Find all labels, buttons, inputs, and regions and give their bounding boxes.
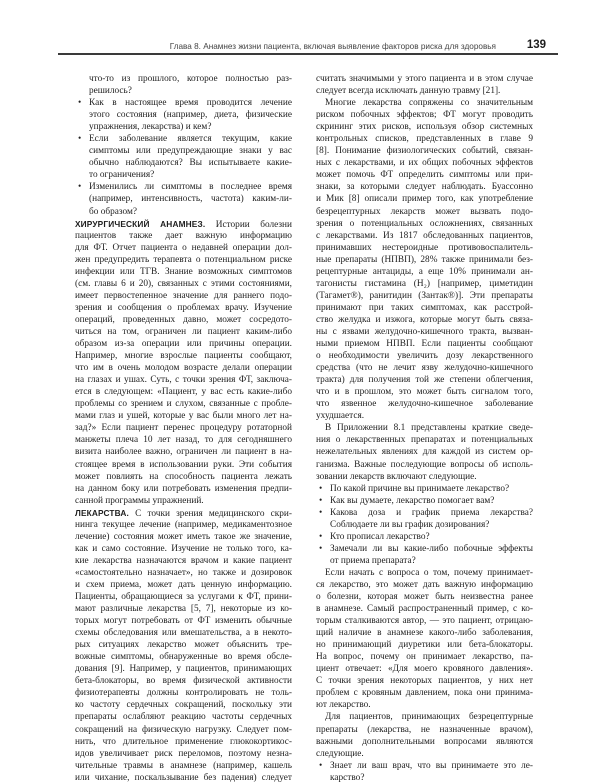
line-text: схемы обследования или вмешательства, а в некото-	[75, 628, 292, 639]
line-text: с лекарствами. Из 1817 обследованных пациентов,	[316, 230, 533, 241]
body-text-line	[75, 639, 292, 651]
line-text: На вопрос, почему он принимает лекарство, па-	[316, 652, 533, 663]
body-text-line	[75, 278, 292, 290]
body-text-line	[316, 169, 533, 181]
body-text-line	[75, 627, 292, 639]
line-text: считать значимыми у этого пациента и в этом случае	[316, 74, 533, 84]
line-text: Многие лекарства сопряжены со значительным	[325, 98, 533, 109]
line-text: риском побочных эффектов; ФТ могут проводить	[316, 110, 533, 121]
line-text: Если начать с вопроса о том, почему принимает-	[325, 567, 533, 578]
line-text: Пациенты, обращающиеся за услугами к ФТ, прини-	[75, 592, 292, 603]
line-text: пациентов также дает важную информацию	[75, 230, 292, 241]
body-text-line	[75, 651, 292, 663]
line-text: операций, проведенных давно, может сосредото-	[75, 314, 292, 325]
body-text-line	[75, 591, 292, 603]
line-text: Как вы думаете, лекарство помогает вам?	[330, 495, 495, 506]
body-text-line	[316, 591, 533, 603]
line-text: зрения и сообщения о проблемах врачу. Изучение	[75, 302, 292, 313]
left-column	[75, 73, 292, 784]
line-text: кие лекарства назначаются врачом и какие пациент	[75, 555, 292, 566]
body-text-line	[75, 724, 292, 736]
body-text-line	[316, 193, 533, 205]
line-text: знаки, за которыми следует наблюдать. Буассонно	[316, 182, 533, 193]
body-text-line	[316, 651, 533, 663]
body-text-line	[75, 290, 292, 302]
body-text-line	[316, 206, 533, 218]
bullet-text-line	[75, 181, 292, 193]
body-text-line	[316, 748, 533, 760]
body-text-line	[316, 218, 533, 230]
line-text: Соблюдаете ли вы график дозирования?	[330, 519, 490, 530]
body-text-line	[75, 386, 292, 398]
bullet-text-line	[75, 97, 292, 109]
body-text-line	[316, 157, 533, 169]
running-header-title: Глава 8. Анамнез жизни пациента, включая выявление факторов риска для здоровья	[169, 42, 496, 51]
body-text-line	[75, 459, 292, 471]
line-text: чительные травмы в анамнезе (например, кашель	[75, 760, 292, 771]
line-text: ния о лекарственных препаратах и потенциальных	[316, 435, 533, 446]
body-text-line	[75, 772, 292, 784]
line-text: дования [9]. Например, у пациентов, принимающих	[75, 664, 292, 675]
body-text-line	[75, 507, 292, 519]
line-text: Истории болезни	[215, 219, 292, 230]
line-text: что и в прошлом, это может быть сигналом того,	[316, 387, 533, 398]
line-text: средства (что не лечит язву желудочно-кишечного	[316, 363, 533, 374]
body-text-line	[75, 338, 292, 350]
line-text: карство?	[330, 772, 365, 783]
line-text: обычно наблюдаются? Вы испытываете какие-	[89, 158, 292, 169]
line-text: циент отвечает: «Для моего кровяного давления».	[316, 664, 533, 675]
line-text: зад?» Если пациент перенес процедуру ротаторной	[75, 423, 292, 434]
body-text-line	[75, 314, 292, 326]
bullet-text-line	[75, 157, 292, 169]
bullet-text-line	[316, 495, 533, 507]
body-text-line	[75, 519, 292, 531]
bullet-text-line	[75, 121, 292, 133]
line-text: контрольных списков, представленных в главе 9	[316, 134, 533, 145]
bullet-text-line	[75, 133, 292, 145]
body-text-line	[75, 736, 292, 748]
body-text-line	[316, 109, 533, 121]
section-run-in-heading: ЛЕКАРСТВА.	[75, 507, 129, 518]
line-text: ными приемом НПВП. Если пациенты сообщают	[316, 339, 533, 350]
bullet-icon: •	[78, 98, 82, 109]
line-text: Изменились ли симптомы в последнее время	[89, 182, 292, 193]
body-text-line	[316, 338, 533, 350]
bullet-icon: •	[78, 182, 82, 193]
body-text-line	[316, 579, 533, 591]
bullet-text-line	[75, 145, 292, 157]
line-text: как и само состояние. Изучение не только того, ка-	[75, 543, 292, 554]
body-text-line	[75, 422, 292, 434]
bullet-text-line	[75, 73, 292, 85]
line-text: манжеты плеча 10 лет назад, то для сегодняшнего	[75, 435, 292, 446]
body-text-line	[75, 266, 292, 278]
body-text-line	[75, 350, 292, 362]
line-text: следующие.	[316, 748, 364, 759]
line-text: вожные симптомы, обнаруженные во время обсле-	[75, 652, 292, 663]
line-text: нинга текущее лечение (например, медикаментозное	[75, 519, 292, 530]
line-text: нежелательных явлениях для каждой из систем ор-	[316, 447, 533, 458]
line-text: проблем с кровяным давлением, пока они принима-	[316, 688, 533, 699]
bullet-icon: •	[78, 134, 82, 145]
body-text-line	[75, 446, 292, 458]
bullet-icon: •	[319, 483, 323, 494]
line-text: Например, многие взрослые пациенты сообщают,	[75, 351, 292, 362]
line-text: лечение) состояния может иметь такое же значение,	[75, 531, 292, 542]
line-text: для ФТ. Отчет пациента о недавней операции дол-	[75, 242, 292, 253]
body-text-line	[75, 760, 292, 772]
line-text: ство желудка и изжога, которые могут быть связа-	[316, 314, 533, 325]
body-text-line	[316, 675, 533, 687]
bullet-text-line	[316, 519, 533, 531]
body-text-line	[316, 627, 533, 639]
body-text-line	[75, 748, 292, 760]
line-text: Если заболевание является текущим, какие	[89, 134, 292, 145]
line-text: мами глаз и ушей, которые у вас были много лет на-	[75, 411, 292, 422]
line-text: ся лекарство, это может дать важную информацию	[316, 579, 533, 590]
bullet-text-line	[75, 206, 292, 218]
bullet-text-line	[75, 85, 292, 97]
body-text-line	[316, 254, 533, 266]
line-text: Для пациентов, принимающих безрецептурные	[325, 712, 533, 723]
body-text-line	[75, 362, 292, 374]
line-text: мают различные лекарства [5, 7], некоторые из ко-	[75, 604, 292, 615]
line-text: может повлиять на способность пациента лежать	[75, 471, 292, 482]
line-text: и схем приема, может дать ценную информацию.	[75, 579, 292, 590]
line-text: проблемы со зрением и слухом, связанные с пробле-	[75, 399, 292, 410]
body-text-line	[316, 314, 533, 326]
bullet-text-line	[316, 543, 533, 555]
line-text: нить, что длительное применение глюкокортикос-	[75, 736, 292, 747]
line-text: ны с язвами желудочно-кишечного тракта, вызван-	[316, 326, 533, 337]
line-text: важными дополнительными вопросами являются	[316, 736, 533, 747]
bullet-text-line	[75, 193, 292, 205]
line-text: принимают при таких симптомах, как расстрой-	[316, 302, 533, 313]
line-text: рецептурные антациды, а еще 10% принимали ан-	[316, 266, 533, 277]
line-text: зовании лекарств включают следующие.	[316, 471, 477, 482]
bullet-icon: •	[319, 507, 323, 518]
bullet-icon: •	[319, 543, 323, 554]
bullet-text-line	[316, 531, 533, 543]
body-text-line	[316, 699, 533, 711]
line-text: Замечали ли вы какие-либо побочные эффекты	[330, 543, 533, 554]
body-text-line	[75, 711, 292, 723]
line-text: визита наиболее важно, ограничен ли пациент в на-	[75, 447, 292, 458]
line-text: что язвенное желудочно-кишечное заболевание	[316, 399, 533, 410]
line-text: По какой причине вы принимаете лекарство?	[330, 483, 510, 494]
line-text: в анамнезе. Самый распространенный пример, с ко-	[316, 604, 533, 615]
line-text: стоящее время в использовании руки. Эти события	[75, 459, 292, 470]
line-text: скрининг этих рисков, используя обзор системных	[316, 122, 533, 133]
line-text: инфекции или ТГВ. Знание возможных симптомов	[75, 266, 292, 277]
body-text-line	[75, 615, 292, 627]
body-text-line	[75, 531, 292, 543]
body-text-line	[316, 121, 533, 133]
body-text-line	[316, 374, 533, 386]
body-text-line	[75, 543, 292, 555]
body-text-line	[75, 398, 292, 410]
body-text-line	[75, 471, 292, 483]
line-text: торых могут потребовать от ФТ изменить обычные	[75, 616, 292, 627]
line-text: ухудшается.	[316, 411, 365, 422]
page-number: 139	[526, 39, 546, 51]
body-text-line	[75, 687, 292, 699]
body-text-line	[316, 350, 533, 362]
line-text: (см. главы 6 и 20), связанных с этими состояниями,	[75, 278, 292, 289]
body-text-line	[75, 495, 292, 507]
bullet-text-line	[75, 169, 292, 181]
line-text: то ограничения?	[89, 170, 155, 181]
line-text: С точки зрения некоторых пациентов, у них нет	[316, 676, 533, 687]
line-text: С точки зрения медицинского скри-	[135, 508, 292, 519]
line-text: принимавших нестероидные противовоспалитель-	[316, 242, 533, 253]
body-text-line	[316, 736, 533, 748]
line-text: безрецептурных лекарств может вызвать подо-	[316, 206, 533, 217]
line-text: может помочь ФТ определить симптомы или при-	[316, 170, 533, 181]
line-text: Как в настоящее время проводится лечение	[89, 98, 292, 109]
body-text-line	[316, 181, 533, 193]
line-text: что им в очень молодом возрасте делали операции	[75, 363, 292, 374]
bullet-text-line	[316, 760, 533, 772]
line-text: о болезни, которая может быть неизвестна ранее	[316, 592, 533, 603]
body-text-line	[75, 434, 292, 446]
line-text: рых ситуациях лекарство может объяснить тре-	[75, 640, 292, 651]
body-text-line	[75, 663, 292, 675]
line-text: ганизма. Важные последующие вопросы об исполь-	[316, 459, 533, 470]
line-text: торым сталкиваются автор, — это пациент, отрицаю-	[316, 616, 533, 627]
line-text: образом из-за операции или причины операции.	[75, 339, 292, 350]
body-text-line	[316, 639, 533, 651]
body-text-line	[316, 85, 533, 97]
body-text-line	[316, 567, 533, 579]
line-text: следует всегда исключать данную травму [21].	[316, 86, 501, 97]
body-text-line	[316, 446, 533, 458]
body-text-line	[316, 711, 533, 723]
body-text-line	[316, 687, 533, 699]
body-text-line	[316, 145, 533, 157]
line-text: ко частоту сердечных сокращений, поскольку эти	[75, 700, 292, 711]
body-text-line	[316, 422, 533, 434]
body-text-line	[75, 242, 292, 254]
bullet-text-line	[316, 507, 533, 519]
body-text-line	[75, 699, 292, 711]
line-text: читься на том, ограничен ли пациент каким-либо	[75, 326, 292, 337]
body-text-line	[316, 97, 533, 109]
line-text: щий наличие в анамнезе какого-либо заболевания,	[316, 628, 533, 639]
body-text-line	[75, 567, 292, 579]
line-text: препараты ослабляют реакцию частоты сердечных	[75, 712, 292, 723]
body-text-line	[316, 230, 533, 242]
body-text-line	[75, 675, 292, 687]
body-text-line	[316, 326, 533, 338]
line-text: (например, интенсивность, частота) каким-ли-	[89, 194, 292, 205]
line-text: тракта) для получения той же степени облегчения,	[316, 375, 533, 386]
line-text: бо образом?	[89, 206, 137, 217]
line-text: ется в следующем: «Пациент, у вас есть какие-либо	[75, 387, 292, 398]
line-text: ные препараты (НПВП), 28% также принимали без-	[316, 254, 533, 265]
bullet-icon: •	[319, 495, 323, 506]
body-text-line	[316, 242, 533, 254]
body-text-line	[316, 290, 533, 302]
line-text: жен предупредить терапевта о потенциальном риске	[75, 254, 292, 265]
body-text-line	[75, 579, 292, 591]
body-text-line	[75, 326, 292, 338]
bullet-text-line	[316, 555, 533, 567]
line-text: (Тагамет®), ранитидин (Зантак®)]. Эти препараты	[316, 290, 533, 301]
line-text: идов увеличивает риск переломов, поэтому незна-	[75, 748, 292, 759]
body-text-line	[316, 133, 533, 145]
line-text: или чихание, поскальзывание без падения) следует	[75, 772, 292, 783]
header-rule	[58, 53, 558, 55]
line-text: препараты (лекарства, не назначенные врачом),	[316, 724, 533, 735]
body-text-line	[75, 374, 292, 386]
line-text: физиотерапевты должны контролировать не толь-	[75, 688, 292, 699]
line-text: и Мик [8] описали пример того, как употребление	[316, 194, 533, 205]
body-text-line	[316, 459, 533, 471]
line-text: Знает ли ваш врач, что вы принимаете это ле-	[330, 760, 533, 771]
body-text-line	[75, 483, 292, 495]
bullet-icon: •	[319, 531, 323, 542]
line-text: этого состояния (например, диета, физические	[89, 110, 292, 121]
section-run-in-heading: ХИРУРГИЧЕСКИЙ АНАМНЕЗ.	[75, 218, 206, 229]
body-text-line	[316, 410, 533, 422]
body-text-line	[316, 615, 533, 627]
line-text: ют лекарство.	[316, 700, 371, 711]
line-text: что-то из прошлого, которое полностью раз-	[89, 74, 292, 84]
line-text: санной программы упражнений.	[75, 495, 204, 506]
line-text: сокращений на физическую нагрузку. Следует пом-	[75, 724, 292, 735]
line-text: тагонисты гистамина (H₂) [например, циметидин	[316, 278, 533, 289]
body-text-line	[316, 398, 533, 410]
body-text-line	[316, 362, 533, 374]
line-text: В Приложении 8.1 представлены краткие сведе-	[325, 423, 533, 434]
bullet-text-line	[316, 483, 533, 495]
bullet-text-line	[75, 109, 292, 121]
line-text: бета-блокаторы, во время физической активности	[75, 676, 292, 687]
body-text-line	[75, 302, 292, 314]
bullet-text-line	[316, 772, 533, 784]
line-text: имеет первостепенное значение для раннего подо-	[75, 290, 292, 301]
line-text: «самостоятельно назначает», но также и дозировок	[75, 567, 292, 578]
body-text-line	[316, 603, 533, 615]
line-text: от приема препарата?	[330, 555, 416, 566]
body-text-line	[75, 254, 292, 266]
line-text: [8]. Понимание физиологических событий, связан-	[316, 146, 533, 157]
line-text: зрения о потенциальных осложнениях, связанных	[316, 218, 533, 229]
line-text: на глазах и ушах. Суть, с точки зрения ФТ, заключа-	[75, 375, 292, 386]
line-text: на данном боку или потребовать изменения предпи-	[75, 483, 292, 494]
body-text-line	[316, 278, 533, 290]
body-text-line	[316, 471, 533, 483]
body-text-line	[316, 386, 533, 398]
body-text-line	[316, 302, 533, 314]
line-text: Какова доза и график приема лекарства?	[330, 507, 533, 518]
right-column	[316, 73, 533, 784]
line-text: ных с лекарствами, и их общих побочных эффектов	[316, 158, 533, 169]
bullet-icon: •	[319, 760, 323, 771]
body-text-line	[75, 603, 292, 615]
body-text-line	[75, 555, 292, 567]
body-text-line	[75, 410, 292, 422]
body-text-line	[316, 434, 533, 446]
line-text: симптомы или предупреждающие знаки у вас	[89, 146, 292, 157]
body-text-line	[316, 266, 533, 278]
line-text: о необходимости увеличить дозу лекарственного	[316, 351, 533, 362]
line-text: Кто прописал лекарство?	[330, 531, 430, 542]
line-text: но принимающий диуретики или бета-блокаторы.	[316, 640, 533, 651]
line-text: упражнения, лекарства) и кем?	[89, 122, 212, 133]
body-text-line	[316, 73, 533, 85]
body-text-line	[75, 218, 292, 230]
body-text-line	[75, 230, 292, 242]
body-text-line	[316, 663, 533, 675]
line-text: решилось?	[89, 86, 132, 97]
body-text-line	[316, 724, 533, 736]
